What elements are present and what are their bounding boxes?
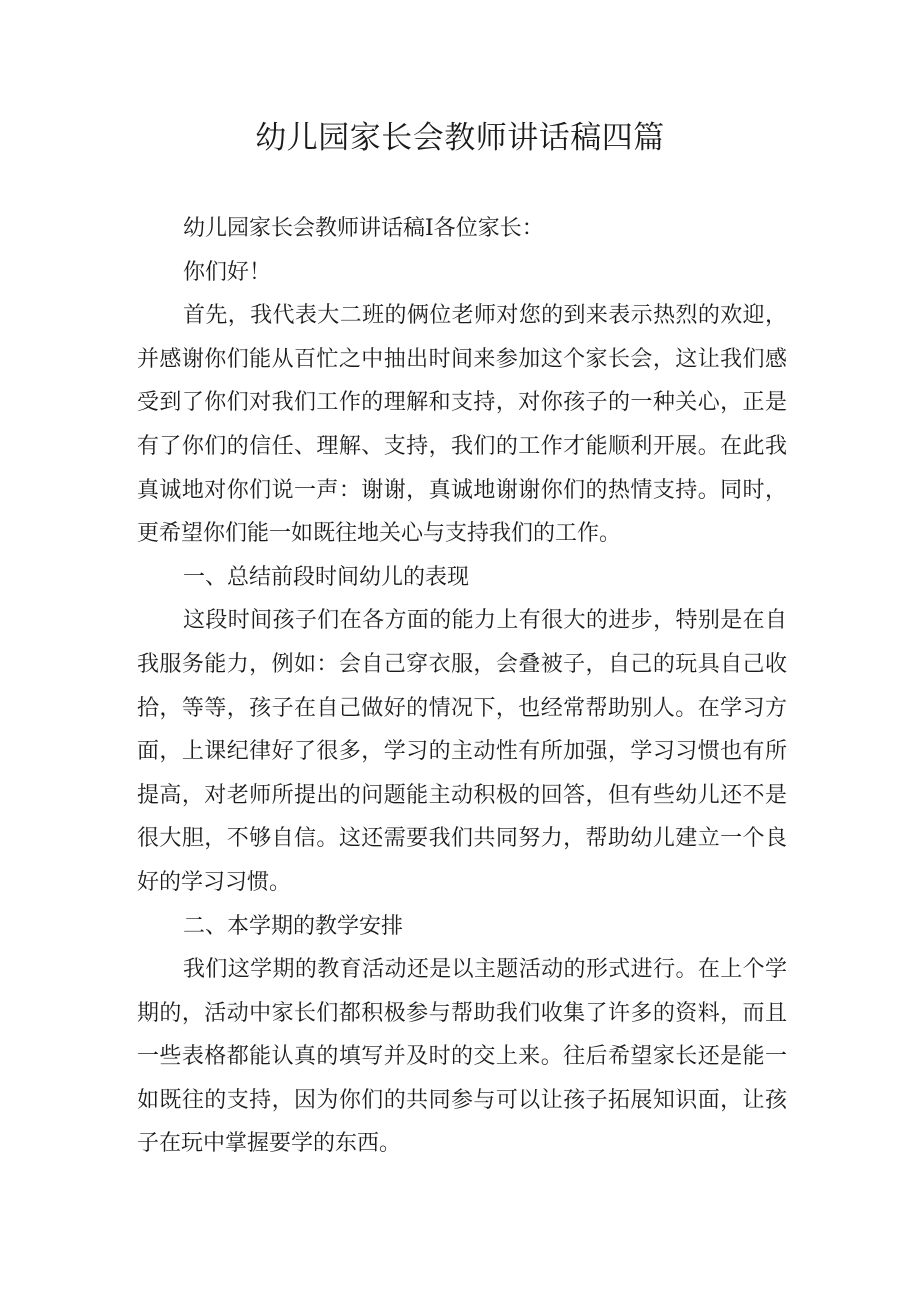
teaching-plan-paragraph: 我们这学期的教育活动还是以主题活动的形式进行。在上个学期的，活动中家长们都积极参与帮助我们收集了许多的资料，而且一些表格都能认真的填写并及时的交上来。往后希望家长还是能一如既往的支持，因为你们的共同参与可以让孩子拓展知识面，让孩子在玩中掌握要学的东西。: [137, 957, 787, 1157]
document-body: [137, 207, 787, 1166]
section-heading-1: 一、总结前段时间幼儿的表现: [183, 564, 470, 590]
performance-paragraph: 这段时间孩子们在各方面的能力上有很大的进步，特别是在自我服务能力，例如：会自己穿衣服，会叠被子，自己的玩具自己收拾，等等，孩子在自己做好的情况下，也经常帮助别人。在学习方面，上课纪律好了很多，学习的主动性有所加强，学习习惯也有所提高，对老师所提出的问题能主动积极的回答，但有些幼儿还不是很大胆，不够自信。这还需要我们共同努力，帮助幼儿建立一个良好的学习习惯。: [137, 608, 787, 895]
greeting-line: 你们好！: [183, 259, 272, 285]
welcome-paragraph: 首先，我代表大二班的俩位老师对您的到来表示热烈的欢迎，并感谢你们能从百忙之中抽出时间来参加这个家长会，这让我们感受到了你们对我们工作的理解和支持，对你孩子的一种关心，正是有了你们的信任、理解、支持，我们的工作才能顺利开展。在此我真诚地对你们说一声：谢谢，真诚地谢谢你们的热情支持。同时，更希望你们能一如既往地关心与支持我们的工作。: [137, 303, 787, 547]
section-heading-2: 二、本学期的教学安排: [183, 913, 404, 939]
greeting-heading: 幼儿园家长会教师讲话稿Ⅰ各位家长：: [183, 216, 544, 241]
document-title: 幼儿园家长会教师讲话稿四篇: [255, 120, 665, 156]
